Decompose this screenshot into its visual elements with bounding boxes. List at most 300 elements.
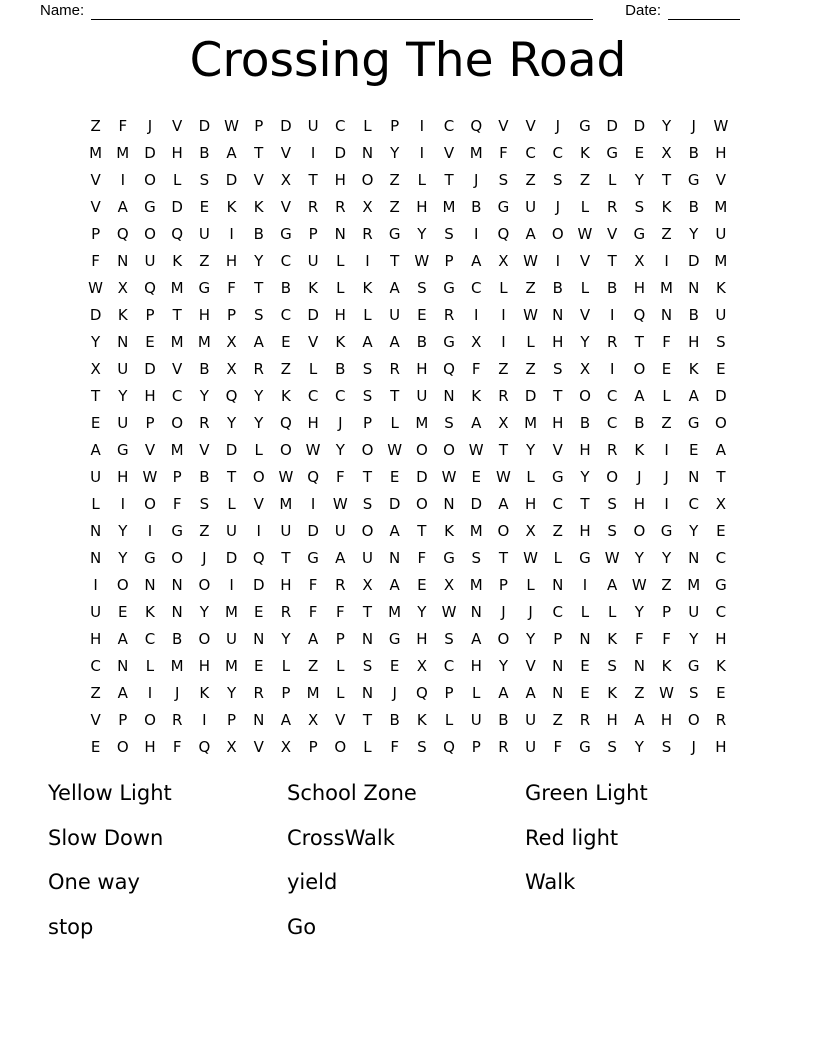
grid-letter-r2-c24: H bbox=[715, 143, 727, 162]
grid-letter-r11-c16: R bbox=[498, 386, 509, 405]
grid-letter-r2-c22: X bbox=[661, 143, 672, 162]
grid-letter-r24-c6: X bbox=[226, 737, 237, 756]
grid-letter-r1-c20: D bbox=[606, 116, 618, 135]
grid-letter-r16-c8: U bbox=[280, 521, 292, 540]
grid-letter-r4-c20: R bbox=[606, 197, 618, 216]
grid-letter-r9-c14: G bbox=[443, 332, 455, 351]
grid-letter-r13-c22: I bbox=[664, 440, 669, 459]
grid-letter-r17-c14: G bbox=[443, 548, 455, 567]
grid-letter-r11-c10: C bbox=[335, 386, 346, 405]
grid-letter-r22-c13: Q bbox=[415, 683, 428, 702]
grid-letter-r14-c17: L bbox=[526, 467, 535, 486]
grid-letter-r3-c5: S bbox=[199, 170, 210, 189]
grid-letter-r12-c3: P bbox=[145, 413, 155, 432]
grid-letter-r4-c4: D bbox=[171, 197, 183, 216]
grid-letter-r24-c23: J bbox=[691, 737, 696, 756]
grid-letter-r23-c6: P bbox=[227, 710, 237, 729]
grid-letter-r20-c1: H bbox=[89, 629, 102, 648]
grid-letter-r21-c2: N bbox=[117, 656, 129, 675]
grid-letter-r21-c1: C bbox=[90, 656, 101, 675]
grid-letter-r21-c23: G bbox=[687, 656, 700, 675]
grid-letter-r2-c5: B bbox=[199, 143, 210, 162]
grid-letter-r1-c15: Q bbox=[470, 116, 483, 135]
grid-letter-r19-c21: Y bbox=[634, 602, 644, 621]
grid-letter-r17-c4: O bbox=[171, 548, 184, 567]
grid-letter-r3-c6: D bbox=[225, 170, 238, 189]
grid-letter-r23-c9: X bbox=[307, 710, 319, 729]
grid-letter-r22-c8: P bbox=[281, 683, 291, 702]
grid-letter-r19-c22: P bbox=[662, 602, 672, 621]
grid-letter-r7-c11: K bbox=[362, 278, 373, 297]
grid-letter-r8-c2: K bbox=[117, 305, 128, 324]
grid-letter-r20-c5: O bbox=[198, 629, 211, 648]
grid-letter-r9-c7: A bbox=[253, 332, 264, 351]
grid-letter-r5-c1: P bbox=[91, 224, 101, 243]
grid-letter-r15-c2: I bbox=[120, 494, 125, 513]
grid-letter-r21-c18: N bbox=[552, 656, 564, 675]
grid-letter-r3-c20: L bbox=[607, 170, 617, 189]
grid-letter-r10-c1: X bbox=[90, 359, 101, 378]
word-list bbox=[48, 779, 776, 957]
grid-letter-r20-c20: K bbox=[607, 629, 618, 648]
grid-letter-r11-c8: K bbox=[280, 386, 291, 405]
grid-letter-r14-c8: W bbox=[278, 467, 294, 486]
grid-letter-r1-c24: W bbox=[713, 116, 729, 135]
grid-letter-r12-c19: B bbox=[579, 413, 591, 432]
grid-letter-r1-c5: D bbox=[198, 116, 211, 135]
grid-letter-r7-c22: M bbox=[660, 278, 673, 297]
grid-letter-r3-c14: T bbox=[444, 170, 454, 189]
grid-letter-r20-c8: Y bbox=[281, 629, 291, 648]
grid-letter-r23-c21: A bbox=[634, 710, 645, 729]
grid-letter-r13-c11: O bbox=[361, 440, 374, 459]
grid-letter-r6-c10: L bbox=[336, 251, 345, 270]
grid-letter-r1-c4: V bbox=[172, 116, 183, 135]
grid-letter-r10-c21: O bbox=[633, 359, 646, 378]
grid-letter-r5-c22: Z bbox=[661, 224, 672, 243]
grid-letter-r15-c19: T bbox=[580, 494, 590, 513]
grid-letter-r2-c21: E bbox=[634, 143, 645, 162]
grid-letter-r6-c16: X bbox=[498, 251, 509, 270]
grid-letter-r17-c24: C bbox=[715, 548, 727, 567]
grid-letter-r18-c24: G bbox=[715, 575, 727, 594]
grid-letter-r6-c5: Z bbox=[199, 251, 210, 270]
grid-letter-r10-c5: B bbox=[199, 359, 210, 378]
grid-letter-r1-c19: G bbox=[579, 116, 591, 135]
grid-letter-r24-c8: X bbox=[280, 737, 292, 756]
grid-letter-r19-c16: J bbox=[501, 602, 506, 621]
grid-letter-r23-c10: V bbox=[335, 710, 346, 729]
grid-letter-r22-c23: S bbox=[688, 683, 699, 702]
grid-letter-r3-c13: L bbox=[417, 170, 427, 189]
grid-letter-r11-c19: O bbox=[579, 386, 591, 405]
grid-letter-r8-c7: S bbox=[253, 305, 264, 324]
date-label: Date: bbox=[625, 2, 661, 19]
grid-letter-r2-c11: N bbox=[361, 143, 374, 162]
grid-letter-r21-c9: Z bbox=[307, 656, 319, 675]
grid-letter-r17-c2: Y bbox=[118, 548, 128, 567]
grid-letter-r9-c21: T bbox=[634, 332, 644, 351]
grid-letter-r4-c13: H bbox=[416, 197, 428, 216]
grid-letter-r24-c5: Q bbox=[198, 737, 211, 756]
grid-letter-r18-c6: I bbox=[229, 575, 234, 594]
grid-letter-r22-c19: E bbox=[580, 683, 590, 702]
grid-letter-r18-c11: X bbox=[362, 575, 373, 594]
grid-letter-r12-c16: X bbox=[498, 413, 509, 432]
grid-letter-r1-c7: P bbox=[254, 116, 264, 135]
grid-letter-r15-c12: D bbox=[388, 494, 401, 513]
grid-letter-r22-c20: K bbox=[607, 683, 618, 702]
grid-letter-r17-c22: Y bbox=[661, 548, 672, 567]
grid-letter-r13-c8: O bbox=[280, 440, 292, 459]
grid-letter-r11-c1: T bbox=[91, 386, 101, 405]
grid-letter-r12-c7: Y bbox=[254, 413, 264, 432]
grid-letter-r14-c18: G bbox=[551, 467, 564, 486]
grid-letter-r21-c8: L bbox=[281, 656, 291, 675]
grid-letter-r17-c21: Y bbox=[634, 548, 644, 567]
grid-letter-r15-c11: S bbox=[362, 494, 373, 513]
grid-letter-r10-c10: B bbox=[335, 359, 346, 378]
grid-letter-r9-c11: A bbox=[362, 332, 373, 351]
grid-letter-r20-c6: U bbox=[226, 629, 238, 648]
grid-letter-r19-c15: N bbox=[470, 602, 482, 621]
grid-letter-r6-c1: F bbox=[91, 251, 100, 270]
grid-letter-r1-c14: C bbox=[443, 116, 455, 135]
grid-letter-r19-c17: J bbox=[528, 602, 533, 621]
grid-letter-r7-c12: A bbox=[389, 278, 400, 297]
grid-letter-r10-c19: X bbox=[579, 359, 591, 378]
grid-letter-r22-c2: A bbox=[117, 683, 128, 702]
grid-letter-r17-c20: W bbox=[604, 548, 620, 567]
grid-letter-r15-c15: D bbox=[470, 494, 482, 513]
grid-letter-r24-c13: S bbox=[417, 737, 427, 756]
grid-letter-r14-c4: P bbox=[172, 467, 182, 486]
grid-letter-r11-c18: T bbox=[553, 386, 563, 405]
grid-letter-r6-c21: X bbox=[634, 251, 645, 270]
grid-letter-r18-c7: D bbox=[252, 575, 265, 594]
grid-letter-r9-c18: H bbox=[552, 332, 564, 351]
grid-letter-r10-c12: R bbox=[389, 359, 400, 378]
grid-letter-r23-c8: A bbox=[280, 710, 292, 729]
grid-letter-r3-c1: V bbox=[90, 170, 101, 189]
grid-letter-r21-c6: M bbox=[225, 656, 238, 675]
grid-letter-r8-c23: B bbox=[688, 305, 699, 324]
grid-letter-r14-c14: W bbox=[441, 467, 457, 486]
grid-letter-r21-c20: S bbox=[607, 656, 617, 675]
grid-letter-r22-c9: M bbox=[306, 683, 320, 702]
grid-letter-r24-c9: P bbox=[308, 737, 318, 756]
grid-letter-r7-c18: B bbox=[552, 278, 563, 297]
grid-letter-r17-c3: G bbox=[144, 548, 156, 567]
grid-letter-r7-c4: M bbox=[170, 278, 184, 297]
grid-letter-r24-c16: R bbox=[498, 737, 509, 756]
grid-letter-r19-c3: K bbox=[145, 602, 155, 621]
grid-letter-r17-c18: L bbox=[553, 548, 562, 567]
grid-letter-r2-c4: H bbox=[171, 143, 183, 162]
grid-letter-r6-c2: N bbox=[117, 251, 129, 270]
grid-letter-r14-c19: Y bbox=[580, 467, 590, 486]
grid-letter-r24-c15: P bbox=[471, 737, 481, 756]
grid-letter-r15-c23: C bbox=[688, 494, 699, 513]
grid-letter-r15-c21: H bbox=[633, 494, 645, 513]
grid-letter-r21-c4: M bbox=[170, 656, 184, 675]
grid-letter-r20-c15: A bbox=[471, 629, 482, 648]
word-item: CrossWalk bbox=[287, 825, 395, 850]
grid-letter-r6-c14: P bbox=[444, 251, 454, 270]
grid-letter-r14-c11: T bbox=[362, 467, 373, 486]
grid-letter-r23-c14: L bbox=[444, 710, 454, 729]
grid-letter-r21-c14: C bbox=[443, 656, 455, 675]
grid-letter-r1-c6: W bbox=[224, 116, 239, 135]
grid-letter-r2-c8: V bbox=[280, 143, 292, 162]
grid-letter-r22-c21: Z bbox=[634, 683, 645, 702]
grid-letter-r9-c16: I bbox=[501, 332, 506, 351]
grid-letter-r16-c7: I bbox=[256, 521, 261, 540]
grid-letter-r16-c20: S bbox=[607, 521, 617, 540]
grid-letter-r2-c15: M bbox=[469, 143, 483, 162]
grid-letter-r12-c5: R bbox=[199, 413, 210, 432]
grid-letter-r17-c13: F bbox=[417, 548, 427, 567]
grid-letter-r15-c6: L bbox=[227, 494, 236, 513]
grid-letter-r12-c17: M bbox=[524, 413, 538, 432]
grid-letter-r8-c10: H bbox=[334, 305, 346, 324]
grid-letter-r13-c5: V bbox=[199, 440, 210, 459]
grid-letter-r23-c15: U bbox=[470, 710, 482, 729]
grid-letter-r3-c8: X bbox=[280, 170, 292, 189]
grid-letter-r1-c12: P bbox=[390, 116, 400, 135]
grid-letter-r5-c2: Q bbox=[116, 224, 129, 243]
grid-letter-r9-c12: A bbox=[389, 332, 400, 351]
grid-letter-r18-c19: I bbox=[582, 575, 588, 594]
word-list-column-2 bbox=[287, 779, 525, 957]
grid-letter-r7-c13: S bbox=[417, 278, 427, 297]
grid-letter-r11-c12: T bbox=[390, 386, 400, 405]
grid-letter-r22-c4: J bbox=[174, 683, 180, 702]
grid-letter-r4-c10: R bbox=[335, 197, 346, 216]
grid-letter-r24-c1: E bbox=[90, 737, 101, 756]
grid-letter-r2-c6: A bbox=[226, 143, 237, 162]
grid-letter-r6-c23: D bbox=[687, 251, 700, 270]
grid-letter-r18-c4: N bbox=[171, 575, 183, 594]
grid-letter-r11-c5: Y bbox=[199, 386, 209, 405]
grid-letter-r13-c21: K bbox=[634, 440, 645, 459]
grid-letter-r16-c10: U bbox=[334, 521, 346, 540]
grid-letter-r16-c22: G bbox=[660, 521, 673, 540]
grid-letter-r10-c14: Q bbox=[443, 359, 455, 378]
grid-letter-r18-c20: A bbox=[607, 575, 618, 594]
grid-letter-r17-c6: D bbox=[225, 548, 238, 567]
grid-letter-r23-c1: V bbox=[90, 710, 101, 729]
grid-letter-r2-c18: C bbox=[552, 143, 564, 162]
grid-letter-r17-c17: W bbox=[523, 548, 539, 567]
grid-letter-r11-c3: H bbox=[144, 386, 156, 405]
grid-letter-r17-c8: T bbox=[281, 548, 291, 567]
grid-letter-r23-c17: U bbox=[525, 710, 537, 729]
grid-letter-r3-c21: Y bbox=[634, 170, 644, 189]
word-item: stop bbox=[48, 914, 94, 939]
grid-letter-r5-c13: Y bbox=[417, 224, 427, 243]
grid-letter-r4-c22: K bbox=[661, 197, 672, 216]
grid-letter-r19-c11: T bbox=[362, 602, 373, 621]
grid-letter-r24-c18: F bbox=[553, 737, 563, 756]
grid-letter-r17-c11: U bbox=[361, 548, 373, 567]
grid-letter-r9-c1: Y bbox=[91, 332, 101, 351]
grid-letter-r9-c9: V bbox=[307, 332, 319, 351]
grid-letter-r8-c11: L bbox=[363, 305, 372, 324]
grid-letter-r23-c2: P bbox=[118, 710, 128, 729]
grid-letter-r18-c8: H bbox=[280, 575, 292, 594]
grid-letter-r7-c8: B bbox=[280, 278, 292, 297]
grid-letter-r20-c9: A bbox=[307, 629, 319, 648]
grid-letter-r19-c7: E bbox=[253, 602, 264, 621]
grid-letter-r6-c4: K bbox=[172, 251, 183, 270]
grid-letter-r10-c23: K bbox=[688, 359, 699, 378]
grid-letter-r22-c12: J bbox=[392, 683, 397, 702]
grid-letter-r2-c3: D bbox=[144, 143, 156, 162]
grid-letter-r11-c2: Y bbox=[118, 386, 128, 405]
grid-letter-r7-c3: Q bbox=[144, 278, 156, 297]
grid-letter-r7-c9: K bbox=[308, 278, 319, 297]
grid-letter-r9-c3: E bbox=[145, 332, 155, 351]
grid-letter-r13-c20: R bbox=[606, 440, 618, 459]
grid-letter-r4-c17: U bbox=[525, 197, 537, 216]
grid-letter-r17-c15: S bbox=[471, 548, 481, 567]
grid-letter-r15-c8: M bbox=[279, 494, 293, 513]
grid-letter-r2-c9: I bbox=[310, 143, 316, 162]
grid-letter-r10-c2: U bbox=[117, 359, 129, 378]
grid-letter-r15-c20: S bbox=[607, 494, 617, 513]
grid-letter-r18-c14: X bbox=[443, 575, 455, 594]
grid-letter-r20-c4: B bbox=[172, 629, 183, 648]
grid-letter-r11-c17: D bbox=[524, 386, 537, 405]
grid-letter-r2-c13: I bbox=[419, 143, 425, 162]
grid-letter-r16-c1: N bbox=[89, 521, 102, 540]
grid-letter-r2-c2: M bbox=[116, 143, 130, 162]
grid-letter-r3-c9: T bbox=[308, 170, 318, 189]
grid-letter-r6-c19: V bbox=[579, 251, 591, 270]
grid-letter-r11-c23: A bbox=[688, 386, 699, 405]
grid-letter-r6-c20: T bbox=[607, 251, 617, 270]
grid-letter-r18-c17: L bbox=[526, 575, 535, 594]
grid-letter-r8-c4: T bbox=[172, 305, 182, 324]
grid-letter-r12-c24: O bbox=[715, 413, 727, 432]
grid-letter-r8-c14: R bbox=[443, 305, 455, 324]
grid-letter-r9-c5: M bbox=[197, 332, 211, 351]
grid-letter-r2-c20: G bbox=[606, 143, 618, 162]
grid-letter-r21-c15: H bbox=[470, 656, 482, 675]
grid-letter-r4-c1: V bbox=[90, 197, 101, 216]
puzzle-title: Crossing The Road bbox=[189, 33, 627, 88]
grid-letter-r13-c14: O bbox=[443, 440, 455, 459]
word-list-column-1 bbox=[48, 779, 287, 957]
grid-letter-r10-c4: V bbox=[172, 359, 183, 378]
grid-letter-r4-c9: R bbox=[307, 197, 319, 216]
grid-letter-r2-c7: T bbox=[254, 143, 264, 162]
grid-letter-r18-c3: N bbox=[144, 575, 156, 594]
grid-letter-r13-c16: T bbox=[498, 440, 508, 459]
grid-letter-r5-c8: G bbox=[280, 224, 292, 243]
grid-letter-r9-c6: X bbox=[226, 332, 237, 351]
grid-letter-r12-c14: S bbox=[444, 413, 454, 432]
grid-letter-r12-c11: P bbox=[362, 413, 372, 432]
grid-letter-r15-c22: I bbox=[664, 494, 669, 513]
word-item: yield bbox=[287, 870, 338, 894]
grid-letter-r5-c14: S bbox=[444, 224, 454, 243]
grid-letter-r19-c6: M bbox=[225, 602, 238, 621]
grid-letter-r1-c17: V bbox=[525, 116, 536, 135]
grid-letter-r3-c7: V bbox=[253, 170, 264, 189]
grid-letter-r19-c1: U bbox=[90, 602, 102, 621]
header bbox=[40, 1, 740, 20]
grid-letter-r17-c1: N bbox=[89, 548, 102, 567]
grid-letter-r7-c6: F bbox=[227, 278, 236, 297]
grid-letter-r13-c6: D bbox=[225, 440, 238, 459]
grid-letter-r24-c20: S bbox=[607, 737, 617, 756]
grid-letter-r1-c21: D bbox=[633, 116, 646, 135]
grid-letter-r21-c13: X bbox=[416, 656, 427, 675]
grid-letter-r14-c10: F bbox=[335, 467, 345, 486]
grid-letter-r23-c16: B bbox=[498, 710, 509, 729]
grid-letter-r5-c18: O bbox=[551, 224, 564, 243]
grid-letter-r15-c4: F bbox=[172, 494, 182, 513]
grid-letter-r1-c2: F bbox=[118, 116, 128, 135]
grid-letter-r23-c5: I bbox=[202, 710, 207, 729]
grid-letter-r9-c24: S bbox=[716, 332, 726, 351]
grid-letter-r23-c23: O bbox=[687, 710, 700, 729]
grid-letter-r21-c16: Y bbox=[498, 656, 508, 675]
grid-letter-r21-c3: L bbox=[145, 656, 155, 675]
grid-letter-r24-c10: O bbox=[334, 737, 347, 756]
grid-letter-r9-c17: L bbox=[526, 332, 535, 351]
grid-letter-r22-c6: Y bbox=[226, 683, 237, 702]
grid-letter-r5-c19: W bbox=[577, 224, 593, 243]
grid-letter-r18-c2: O bbox=[116, 575, 129, 594]
grid-letter-r5-c24: U bbox=[715, 224, 727, 243]
grid-letter-r13-c17: Y bbox=[526, 440, 536, 459]
grid-letter-r18-c13: E bbox=[417, 575, 427, 594]
grid-letter-r20-c22: F bbox=[662, 629, 671, 648]
grid-letter-r12-c10: J bbox=[338, 413, 343, 432]
grid-letter-r24-c12: F bbox=[390, 737, 399, 756]
grid-letter-r16-c19: H bbox=[579, 521, 591, 540]
grid-letter-r20-c16: O bbox=[497, 629, 510, 648]
grid-letter-r20-c10: P bbox=[335, 629, 345, 648]
grid-letter-r20-c17: Y bbox=[526, 629, 536, 648]
grid-letter-r12-c12: L bbox=[390, 413, 399, 432]
word-item: Slow Down bbox=[48, 825, 164, 850]
grid-letter-r16-c2: Y bbox=[118, 521, 128, 540]
grid-letter-r21-c17: V bbox=[525, 656, 536, 675]
grid-letter-r8-c22: N bbox=[660, 305, 673, 324]
grid-letter-r4-c14: M bbox=[442, 197, 456, 216]
word-item: One way bbox=[48, 870, 140, 894]
grid-letter-r4-c5: E bbox=[199, 197, 210, 216]
grid-letter-r3-c18: S bbox=[553, 170, 563, 189]
grid-letter-r4-c3: G bbox=[144, 197, 156, 216]
grid-letter-r5-c12: G bbox=[388, 224, 401, 243]
grid-letter-r4-c23: B bbox=[688, 197, 699, 216]
grid-letter-r6-c6: H bbox=[225, 251, 238, 270]
grid-letter-r1-c8: D bbox=[280, 116, 292, 135]
grid-letter-r5-c21: G bbox=[633, 224, 646, 243]
grid-letter-r18-c16: P bbox=[498, 575, 508, 594]
grid-letter-r8-c16: I bbox=[501, 305, 506, 324]
grid-letter-r6-c7: Y bbox=[254, 251, 264, 270]
grid-letter-r16-c17: X bbox=[525, 521, 536, 540]
grid-letter-r2-c10: D bbox=[334, 143, 347, 162]
grid-letter-r4-c2: A bbox=[117, 197, 128, 216]
grid-letter-r3-c15: J bbox=[474, 170, 479, 189]
